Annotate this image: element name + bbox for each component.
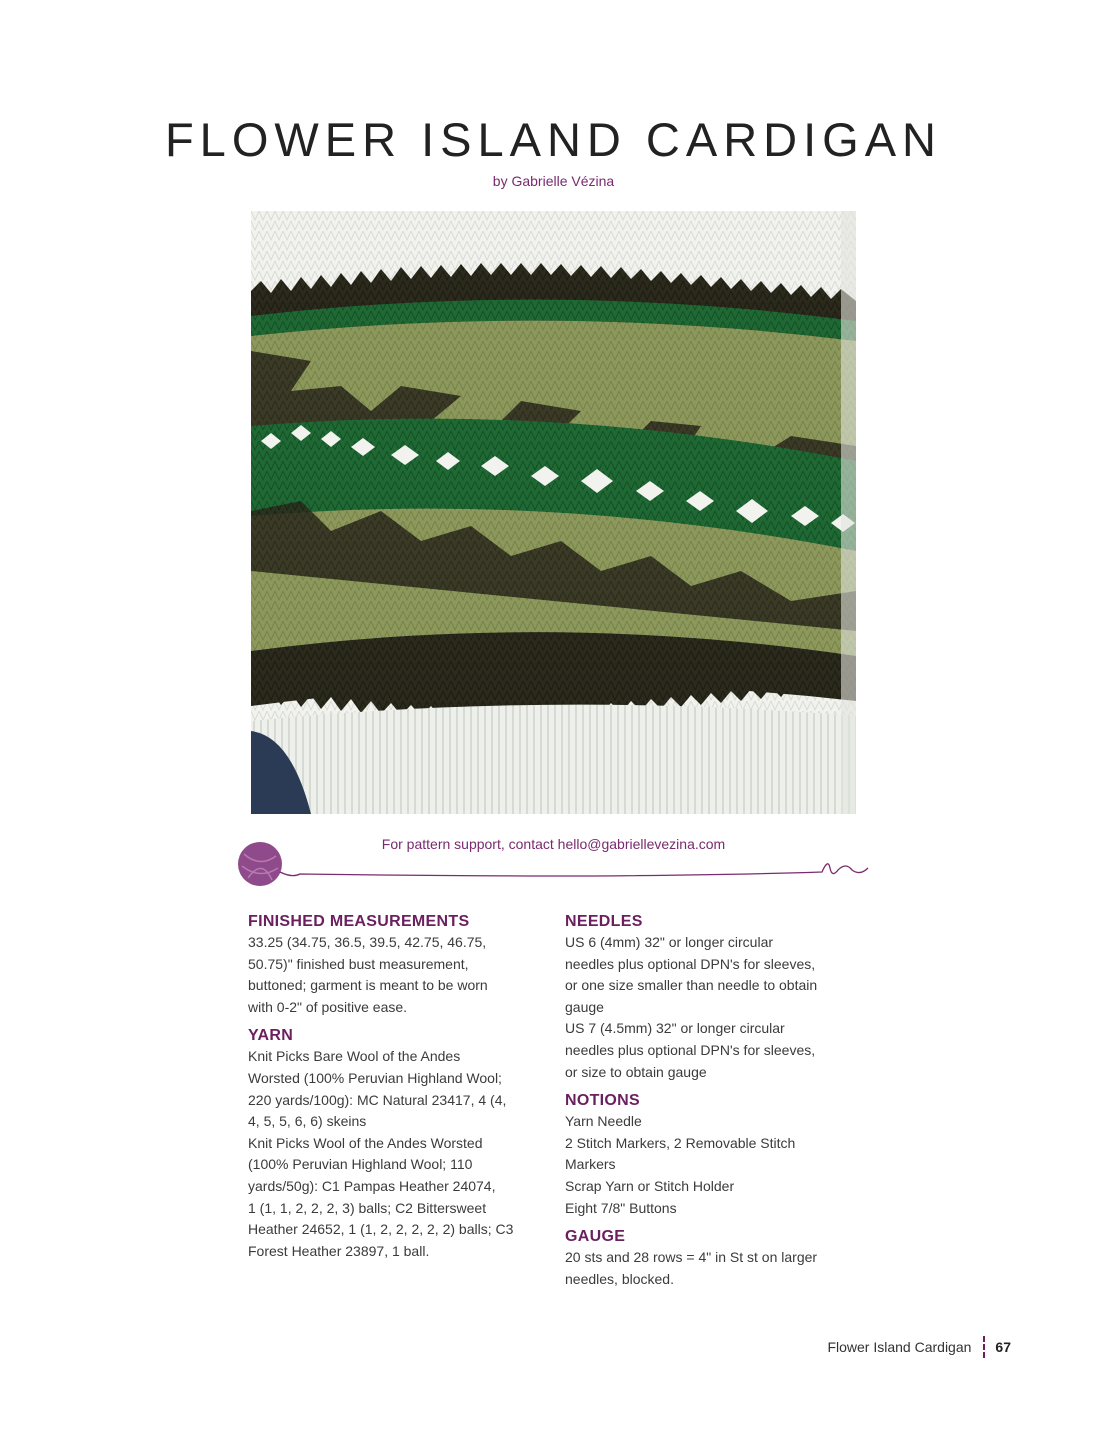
section-line: Knit Picks Bare Wool of the Andes xyxy=(248,1048,461,1065)
gauge-section xyxy=(565,1227,865,1290)
section-line: Knit Picks Wool of the Andes Worsted xyxy=(248,1134,483,1151)
section-heading: GAUGE xyxy=(565,1228,626,1246)
support-text: For pattern support, contact hello@gabriellevezina.com xyxy=(381,836,726,852)
section-line: 20 sts and 28 rows = 4" in St st on larger xyxy=(565,1249,818,1266)
section-line: 50.75)" finished bust measurement, xyxy=(248,955,469,972)
section-line: or size to obtain gauge xyxy=(565,1063,707,1080)
section-line: Markers xyxy=(565,1156,616,1173)
footer-divider xyxy=(983,1336,985,1358)
section-line: 33.25 (34.75, 36.5, 39.5, 42.75, 46.75, xyxy=(248,934,487,950)
page-title: FLOWER ISLAND CARDIGAN xyxy=(164,113,943,166)
section-line: Heather 24652, 1 (1, 2, 2, 2, 2, 2) balls; C3 xyxy=(248,1221,514,1238)
section-line: 220 yards/100g): MC Natural 23417, 4 (4, xyxy=(248,1091,507,1108)
right-column xyxy=(565,912,865,1298)
needles-section xyxy=(565,912,865,1083)
section-line: Worsted (100% Peruvian Highland Wool; xyxy=(248,1069,502,1086)
section-line: 4, 5, 5, 6, 6) skeins xyxy=(248,1113,367,1130)
notions-section xyxy=(565,1091,865,1219)
section-line: with 0-2" of positive ease. xyxy=(248,998,408,1015)
section-line: 2 Stitch Markers, 2 Removable Stitch xyxy=(565,1134,796,1151)
section-heading: NOTIONS xyxy=(565,1092,640,1110)
section-line: yards/50g): C1 Pampas Heather 24074, xyxy=(248,1177,496,1194)
section-line: needles, blocked. xyxy=(565,1270,674,1287)
section-heading: NEEDLES xyxy=(565,913,643,930)
page-number: 67 xyxy=(995,1339,1011,1355)
pattern-support-note xyxy=(0,836,1107,852)
section-line: needles plus optional DPN's for sleeves, xyxy=(565,955,816,972)
section-line: gauge xyxy=(565,998,604,1015)
section-line: buttoned; garment is meant to be worn xyxy=(248,977,488,994)
section-line: needles plus optional DPN's for sleeves, xyxy=(565,1041,816,1058)
section-line: 1 (1, 1, 2, 2, 2, 3) balls; C2 Bittersweet xyxy=(248,1199,487,1216)
finished-measurements-section xyxy=(248,912,548,1018)
sweater-photo xyxy=(251,211,856,814)
section-line: US 7 (4.5mm) 32" or longer circular xyxy=(565,1020,785,1037)
footer-title: Flower Island Cardigan xyxy=(827,1339,972,1355)
section-line: Eight 7/8" Buttons xyxy=(565,1199,677,1216)
section-line: US 6 (4mm) 32" or longer circular xyxy=(565,934,774,950)
yarn-section xyxy=(248,1026,548,1262)
section-line: or one size smaller than needle to obtain xyxy=(565,977,818,994)
section-heading: FINISHED MEASUREMENTS xyxy=(248,913,470,930)
author-byline: by Gabrielle Vézina xyxy=(492,173,615,189)
section-line: Forest Heather 23897, 1 ball. xyxy=(248,1242,430,1259)
section-heading: YARN xyxy=(248,1027,294,1045)
section-line: Yarn Needle xyxy=(565,1113,642,1130)
left-column xyxy=(248,912,548,1270)
page-footer xyxy=(827,1336,1011,1358)
section-line: (100% Peruvian Highland Wool; 110 xyxy=(248,1156,473,1173)
section-line: Scrap Yarn or Stitch Holder xyxy=(565,1177,735,1194)
